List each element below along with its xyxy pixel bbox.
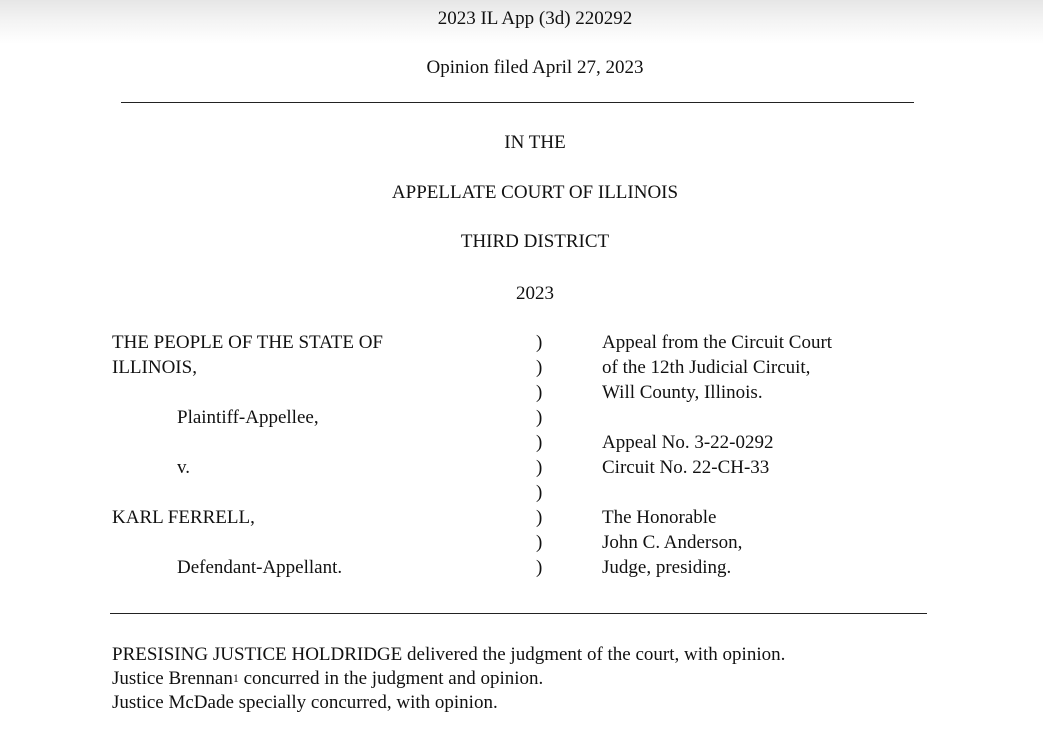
- court-name: APPELLATE COURT OF ILLINOIS: [391, 182, 679, 203]
- caption-parentheses: [536, 330, 556, 580]
- justice-brennan: Justice Brennan: [112, 668, 233, 689]
- party-line: THE PEOPLE OF THE STATE OF: [112, 332, 384, 353]
- paren: ): [536, 557, 543, 578]
- caption-rule: [110, 613, 927, 614]
- party-line: [112, 380, 472, 405]
- paren: ): [536, 457, 543, 478]
- concurrence-text: concurred in the judgment and opinion.: [238, 668, 544, 689]
- paren: ): [536, 482, 543, 503]
- paren: ): [536, 532, 543, 553]
- in-the-heading: IN THE: [504, 132, 566, 153]
- party-line: [112, 430, 472, 455]
- plaintiff-role: Plaintiff-Appellee,: [177, 407, 319, 428]
- paren: ): [536, 432, 543, 453]
- court-year: 2023: [516, 283, 554, 304]
- judge-line: John C. Anderson,: [602, 532, 743, 553]
- versus: v.: [177, 457, 191, 478]
- party-line: [112, 480, 472, 505]
- judge-line: Judge, presiding.: [602, 557, 732, 578]
- paren: ): [536, 507, 543, 528]
- appeal-number: Appeal No. 3-22-0292: [602, 432, 774, 453]
- party-line: ILLINOIS,: [112, 357, 197, 378]
- paren: ): [536, 407, 543, 428]
- panel-line-2: [112, 667, 543, 691]
- case-info-line: of the 12th Judicial Circuit,: [602, 357, 811, 378]
- header-rule: [121, 102, 914, 103]
- paren: ): [536, 357, 543, 378]
- caption-parties: [112, 330, 472, 580]
- opinion-filed-date: Opinion filed April 27, 2023: [426, 57, 644, 78]
- case-info-line: [602, 405, 962, 430]
- party-line: [112, 530, 472, 555]
- paren: ): [536, 382, 543, 403]
- case-info-line: Will County, Illinois.: [602, 382, 763, 403]
- defendant-name: KARL FERRELL,: [112, 507, 255, 528]
- case-info-line: Appeal from the Circuit Court: [602, 332, 833, 353]
- panel-line-3: Justice McDade specially concurred, with opinion.: [112, 692, 498, 713]
- district-name: THIRD DISTRICT: [460, 231, 610, 252]
- panel-line-1: PRESISING JUSTICE HOLDRIDGE delivered the judgment of the court, with opinion.: [112, 644, 786, 665]
- footnote-marker[interactable]: 1: [232, 671, 239, 685]
- caption-case-info: [602, 330, 962, 580]
- judge-line: The Honorable: [602, 507, 717, 528]
- defendant-role: Defendant-Appellant.: [177, 557, 343, 578]
- circuit-number: Circuit No. 22-CH-33: [602, 457, 770, 478]
- case-info-line: [602, 480, 962, 505]
- paren: ): [536, 332, 543, 353]
- citation: 2023 IL App (3d) 220292: [437, 8, 633, 29]
